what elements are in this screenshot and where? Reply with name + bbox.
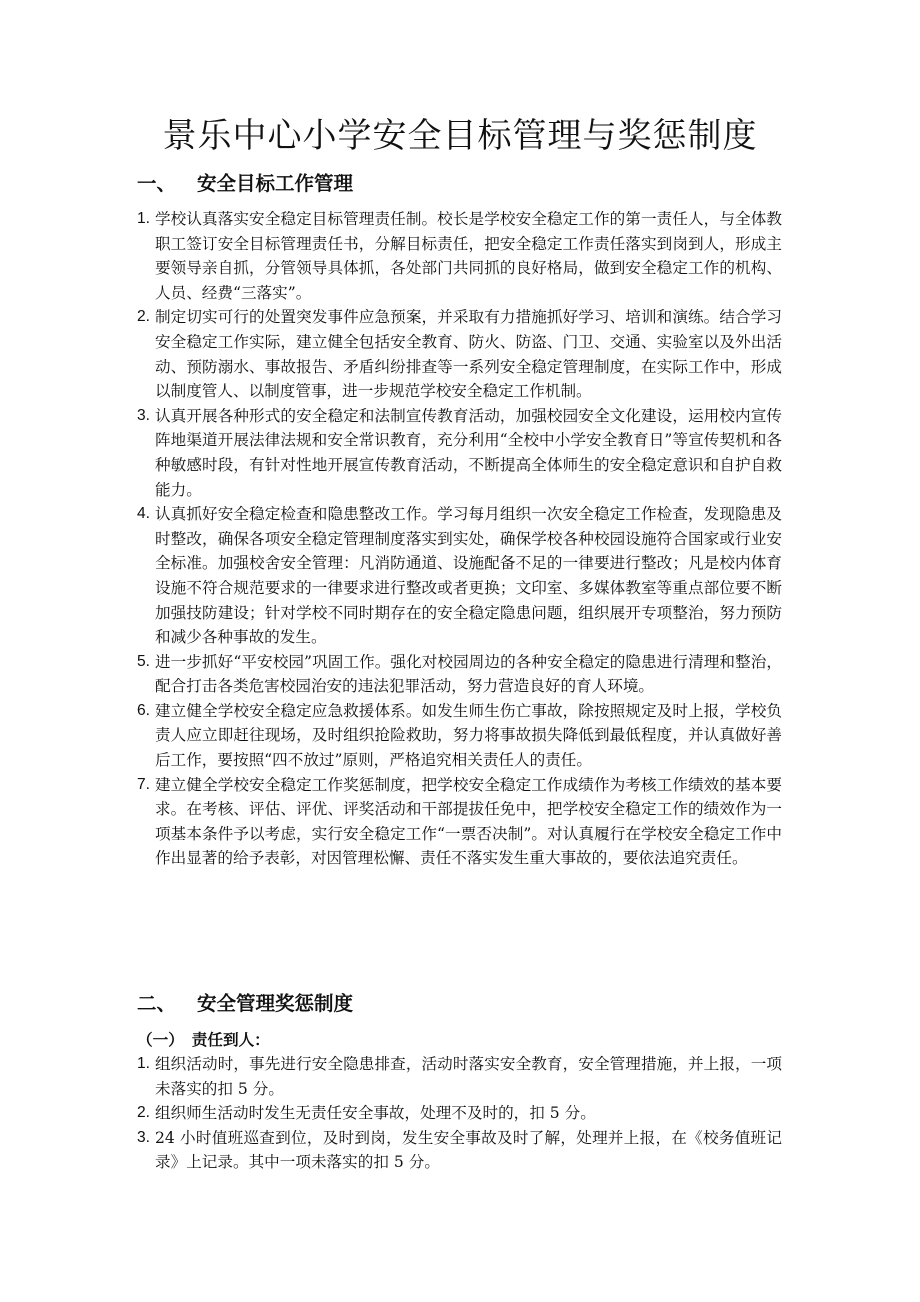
subsection-title: 责任到人： bbox=[191, 1031, 270, 1049]
list-item bbox=[137, 502, 782, 650]
section-heading-2 bbox=[137, 990, 353, 1018]
item-text: 建立健全学校安全稳定工作奖惩制度，把学校安全稳定工作成绩作为考核工作绩效的基本要求。在考核、评估、评优、评奖活动和干部提拔任免中，把学校安全稳定工作的绩效作为一项基本条件予以考虑，实行安全稳定工作“一票否决制”。对认真履行在学校安全稳定工作中作出显著的给予表彰，对因管理松懈、责任不落实发生重大事故的，要依法追究责任。 bbox=[155, 775, 782, 868]
item-number: 5. bbox=[137, 652, 151, 670]
list-item bbox=[137, 1101, 782, 1126]
section-title: 安全管理奖惩制度 bbox=[197, 992, 354, 1015]
item-number: 2. bbox=[137, 308, 151, 326]
item-number: 6. bbox=[137, 701, 151, 719]
list-item bbox=[137, 1126, 782, 1175]
item-number: 3. bbox=[137, 1128, 151, 1146]
list-item bbox=[137, 404, 782, 502]
item-number: 1. bbox=[137, 210, 151, 227]
item-text: 24 小时值班巡查到位，及时到岗，发生安全事故及时了解，处理并上报，在《校务值班记录》上记录。其中一项未落实的扣 5 分。 bbox=[155, 1128, 782, 1172]
list-item bbox=[137, 773, 782, 871]
item-number: 3. bbox=[137, 406, 151, 424]
item-text: 认真开展各种形式的安全稳定和法制宣传教育活动，加强校园安全文化建设，运用校内宣传阵地渠道开展法律法规和安全常识教育，充分利用“全校中小学安全教育日”等宣传契机和各种敏感时段，有针对性地开展宣传教育活动，不断提高全体师生的安全稳定意识和自护自救能力。 bbox=[155, 406, 782, 499]
section-number: 一、 bbox=[137, 172, 177, 195]
item-number: 2. bbox=[137, 1104, 151, 1122]
item-text: 组织活动时，事先进行安全隐患排查，活动时落实安全教育，安全管理措施，并上报，一项未落实的扣 5 分。 bbox=[155, 1055, 782, 1098]
section-number: 二、 bbox=[137, 992, 177, 1015]
list-item bbox=[137, 207, 782, 305]
list-item bbox=[137, 650, 782, 699]
document-title: 景乐中心小学安全目标管理与奖惩制度 bbox=[162, 116, 758, 156]
list-item bbox=[137, 305, 782, 403]
item-number: 4. bbox=[137, 505, 151, 523]
list-item bbox=[137, 1052, 782, 1101]
section-2-list bbox=[137, 1052, 782, 1175]
subsection-number: （一） bbox=[137, 1031, 184, 1049]
section-heading-1 bbox=[137, 170, 353, 198]
subsection-heading bbox=[137, 1028, 270, 1052]
item-number: 7. bbox=[137, 775, 151, 793]
item-text: 学校认真落实安全稳定目标管理责任制。校长是学校安全稳定工作的第一责任人，与全体教职工签订安全目标管理责任书，分解目标责任，把安全稳定工作责任落实到岗到人，形成主要领导亲自抓，分管领导具体抓，各处部门共同抓的良好格局，做到安全稳定工作的机构、人员、经费“三落实”。 bbox=[155, 210, 782, 302]
item-text: 建立健全学校安全稳定应急救援体系。如发生师生伤亡事故，除按照规定及时上报，学校负责人应立即赶往现场，及时组织抢险救助，努力将事故损失降低到最低程度，并认真做好善后工作，要按照“四不放过”原则，严格追究相关责任人的责任。 bbox=[155, 701, 782, 770]
item-text: 认真抓好安全稳定检查和隐患整改工作。学习每月组织一次安全稳定工作检查，发现隐患及时整改，确保各项安全稳定管理制度落实到实处，确保学校各种校园设施符合国家或行业安全标准。加强校舍安全管理：凡消防通道、设施配备不足的一律要进行整改；凡是校内体育设施不符合规范要求的一律要求进行整改或者更换；文印室、多媒体教室等重点部位要不断加强技防建设；针对学校不同时期存在的安全稳定隐患问题，组织展开专项整治，努力预防和减少各种事故的发生。 bbox=[155, 505, 782, 647]
item-text: 制定切实可行的处置突发事件应急预案，并采取有力措施抓好学习、培训和演练。结合学习安全稳定工作实际，建立健全包括安全教育、防火、防盗、门卫、交通、实验室以及外出活动、预防溺水、事故报告、矛盾纠纷排查等一系列安全稳定管理制度，在实际工作中，形成以制度管人、以制度管事，进一步规范学校安全稳定工作机制。 bbox=[155, 308, 782, 401]
section-1-list bbox=[137, 207, 782, 871]
section-title: 安全目标工作管理 bbox=[197, 172, 354, 195]
list-item bbox=[137, 699, 782, 773]
item-text: 组织师生活动时发生无责任安全事故，处理不及时的，扣 5 分。 bbox=[155, 1104, 596, 1123]
item-number: 1. bbox=[137, 1055, 151, 1072]
item-text: 进一步抓好“平安校园”巩固工作。强化对校园周边的各种安全稳定的隐患进行清理和整治，配合打击各类危害校园治安的违法犯罪活动，努力营造良好的育人环境。 bbox=[155, 652, 782, 696]
